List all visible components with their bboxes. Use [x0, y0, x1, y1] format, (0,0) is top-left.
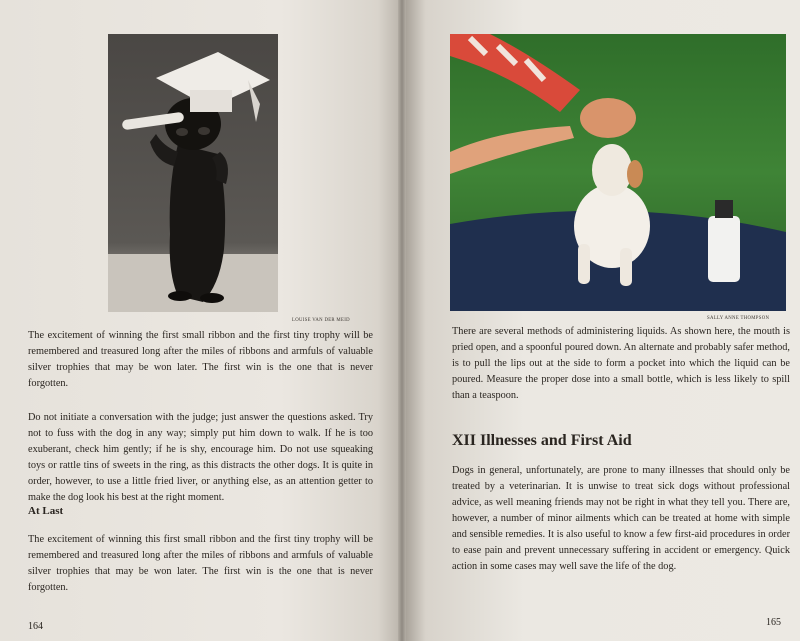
paragraph-illnesses: [452, 463, 790, 575]
paragraph-at-last: [28, 532, 373, 596]
caption-left: [28, 328, 373, 392]
book-gutter: [398, 0, 406, 641]
caption-left-text: The excitement of winning the first small ribbon and the first tiny trophy will be remembered and treasured long after the miles of ribbons and armfuls of valuable silver trophies that may be won later. The first win is the one that is never forgotten.: [28, 330, 373, 389]
photo-dog-graduation-cap: [108, 34, 278, 312]
paragraph-at-last-text: The excitement of winning this first small ribbon and the first tiny trophy will be remembered and treasured long after the miles of ribbons and armfuls of valuable silver trophies that may be won later. The first win is the one that is never forgotten.: [28, 534, 373, 593]
paragraph-judge-text: Do not initiate a conversation with the judge; just answer the questions asked. Try not to fuss with the dog in any way; simply put him down to walk. If he is too exuberant, check him gently; if he is shy, encourage him. Do not use squeaking toys or rattle tins of sweets in the ring, as this distracts the other dogs. It is quite in order, however, to use a little fried liver, or anything else, as an attention getter to make the dog look his best at the right moment.: [28, 412, 373, 503]
caption-right-text: There are several methods of administering liquids. As shown here, the mouth is pried open, and a spoonful poured down. An alternate and probably safer method, is to pull the lips out at the side to form a pocket into which the liquid can be poured. Measure the proper dose into a small bottle, which is less likely to spill than a teaspoon.: [452, 326, 790, 401]
page-number-right: 165: [766, 617, 781, 628]
chapter-title: XII Illnesses and First Aid: [452, 432, 632, 449]
photo-credit-left: LOUISE VAN DER MEID: [292, 318, 350, 323]
paragraph-judge: [28, 410, 373, 506]
caption-right: [452, 324, 790, 404]
dog-photo-illustration: [108, 34, 278, 312]
medicine-photo-illustration: [450, 34, 786, 311]
heading-at-last: At Last: [28, 505, 64, 517]
paragraph-illnesses-text: Dogs in general, unfortunately, are prone to many illnesses that should only be treated by a veterinarian. It is unwise to treat sick dogs without professional advice, as well meaning friends may not be right in what they tell you. There are, however, a number of minor ailments which can be treated at home with simple and sensible remedies. It is also useful to know a few first-aid procedures in order to ease pain and prevent unnecessary suffering in accident or emergency. Quick action in some cases may well save the life of the dog.: [452, 465, 790, 572]
photo-credit-right: SALLY ANNE THOMPSON: [707, 316, 770, 321]
page-number-left: 164: [28, 621, 43, 632]
photo-dog-medicine: [450, 34, 786, 311]
